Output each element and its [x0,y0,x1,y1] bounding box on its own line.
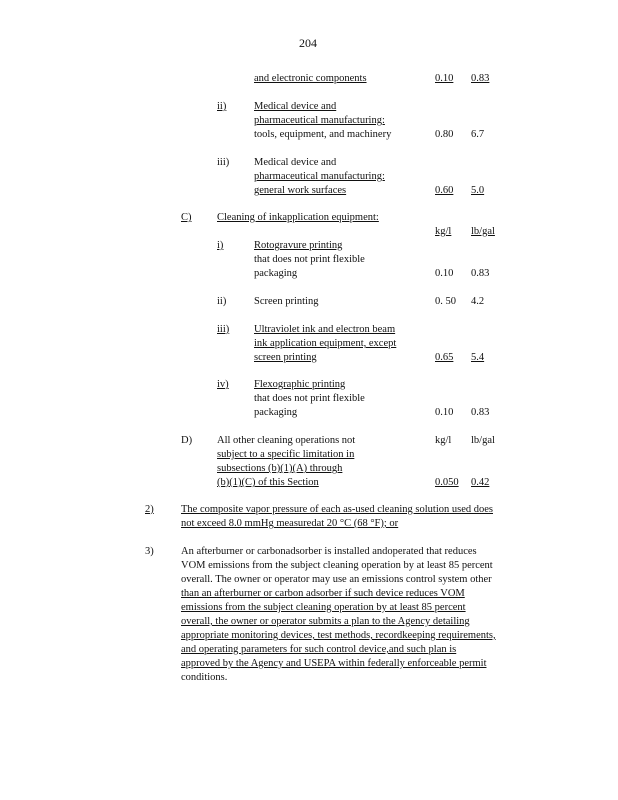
d-unit-kg: kg/l [435,435,452,446]
b-iii-line-3: general work surfaces [254,185,347,196]
c-i-line-1: Rotogravure printing [254,240,343,251]
c-iv-line-3: packaging [254,407,298,418]
d-unit-lb: lb/gal [471,435,495,446]
d-line-2: subject to a specific limitation in [217,449,355,460]
c-iii-lb: 5.4 [471,352,485,363]
d-label: D) [181,435,193,446]
b-iii-line-2: pharmaceutical manufacturing: [254,171,385,182]
c-iii-line-1: Ultraviolet ink and electron beam [254,324,396,335]
c-iii-line-2: ink application equipment, except [254,338,397,349]
c-ii-line-1: Screen printing [254,296,319,307]
c-iii-label: iii) [217,324,230,335]
c-unit-kg: kg/l [435,226,452,237]
item-2-line-2: not exceed 8.0 mmHg measuredat 20 °C (68 °F); or [181,518,399,529]
c-iv-kg: 0.10 [435,407,454,418]
item-3-line-8: and operating parameters for such control device,and such plan is [181,644,457,655]
d-line-4: (b)(1)(C) of this Section [217,477,319,488]
b-continuation-kg: 0.10 [435,73,454,84]
c-label: C) [181,212,192,223]
item-3-line-4: than an afterburner or carbon adsorber if such device reduces VOM [181,588,465,599]
item-3-line-6: overall, the owner or operator submits a plan to the Agency detailing [181,616,470,627]
b-iii-label: iii) [217,157,230,168]
item-2-line-1: The composite vapor pressure of each as-used cleaning solution used does [181,504,493,515]
d-line-1: All other cleaning operations not [217,435,356,446]
b-continuation-lb: 0.83 [471,73,490,84]
item-3-line-7: appropriate monitoring devices, test methods, recordkeeping requirements, [181,630,496,641]
c-i-lb: 0.83 [471,268,490,279]
b-continuation-line: and electronic components [254,73,367,84]
c-iii-line-3: screen printing [254,352,317,363]
b-iii-kg: 0.60 [435,185,454,196]
c-ii-label: ii) [217,296,227,307]
c-unit-lb: lb/gal [471,226,495,237]
c-iv-label: iv) [217,379,229,390]
c-i-line-3: packaging [254,268,298,279]
item-3-line-5: emissions from the subject cleaning operation by at least 85 percent [181,602,466,613]
c-iii-kg: 0.65 [435,352,454,363]
item-3-line-3: overall. The owner or operator may use an emissions control system other [181,574,492,585]
b-iii-lb: 5.0 [471,185,485,196]
b-ii-label: ii) [217,101,227,112]
item-3-line-2: VOM emissions from the subject cleaning operation by at least 85 percent [181,560,493,571]
d-kg: 0.050 [435,477,459,488]
b-ii-line-3: tools, equipment, and machinery [254,129,392,140]
c-i-kg: 0.10 [435,268,454,279]
b-ii-kg: 0.80 [435,129,454,140]
b-ii-line-1: Medical device and [254,101,337,112]
c-i-line-2: that does not print flexible [254,254,365,265]
item-2-label: 2) [145,504,154,515]
item-3-line-1: An afterburner or carbonadsorber is installed andoperated that reduces [181,546,477,557]
item-3-label: 3) [145,546,154,557]
c-ii-lb: 4.2 [471,296,485,307]
c-iv-line-1: Flexographic printing [254,379,346,390]
c-iv-lb: 0.83 [471,407,490,418]
item-3-line-10: conditions. [181,672,228,683]
page-number: 204 [299,36,317,50]
c-ii-kg: 0. 50 [435,296,456,307]
b-ii-lb: 6.7 [471,129,485,140]
item-3-line-9: approved by the Agency and USEPA within federally enforceable permit [181,658,487,669]
c-iv-line-2: that does not print flexible [254,393,365,404]
d-line-3: subsections (b)(1)(A) through [217,463,343,474]
c-i-label: i) [217,240,224,251]
b-iii-line-1: Medical device and [254,157,337,168]
b-ii-line-2: pharmaceutical manufacturing: [254,115,385,126]
d-lb: 0.42 [471,477,490,488]
c-title: Cleaning of inkapplication equipment: [217,212,379,223]
